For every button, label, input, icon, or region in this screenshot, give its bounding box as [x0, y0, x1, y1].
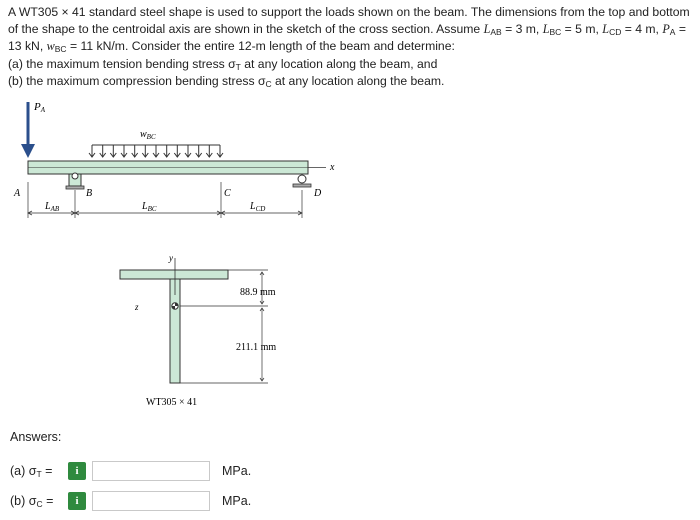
roller-support-icon — [293, 175, 311, 187]
part-a-text: (a) the maximum tension bending stress σT at any location along the beam, and — [8, 56, 438, 72]
answer-row-b — [10, 489, 251, 513]
answer-b-input[interactable] — [92, 491, 210, 511]
centroid-marker — [172, 303, 178, 309]
cross-section-tee — [120, 270, 228, 383]
dim-lab-label: $L_{AB}$ — [45, 201, 60, 213]
problem-statement — [8, 4, 692, 91]
part-b-text: (b) the maximum compression bending stress σC at any location along the beam. — [8, 74, 445, 90]
problem-paragraph: A WT305 × 41 standard steel shape is used to support the loads shown on the beam. The dimensions from the top and bottom of the shape to the centroidal axis are shown in the sketch of the cross section. Assume LAB = 3 m, LBC = 5 m, LCD = 4 m, PA = 13 kN, wBC = 11 kN/m. Consider the entire 12-m length of the beam and determine: — [8, 5, 690, 55]
answer-a-input[interactable] — [92, 461, 210, 481]
beam-figure — [0, 90, 700, 420]
answer-a-unit: MPa. — [222, 464, 252, 478]
top-dimension-label: 88.9 mm — [240, 287, 276, 298]
x-axis-label: x — [330, 162, 335, 173]
point-c-label: C — [224, 188, 231, 199]
answer-row-a — [10, 459, 251, 483]
section-name-label: WT305 × 41 — [146, 397, 198, 408]
info-icon[interactable]: i — [68, 492, 86, 510]
z-axis-label: z — [135, 302, 139, 312]
pin-support-icon — [66, 173, 84, 189]
y-axis-label: y — [169, 253, 173, 263]
load-p-label: PA — [34, 101, 46, 114]
point-load-arrow — [21, 102, 35, 158]
point-d-label: D — [314, 188, 322, 199]
dim-lbc-label: $L_{BC}$ — [142, 201, 157, 213]
answers-title: Answers: — [10, 430, 62, 444]
answer-a-label: (a) σT = — [10, 464, 53, 479]
dim-lcd-label: $L_{CD}$ — [250, 201, 266, 213]
info-icon[interactable]: i — [68, 462, 86, 480]
load-w-label: $w_{BC}$ — [140, 129, 156, 141]
bottom-dimension-label: 211.1 mm — [236, 342, 277, 353]
point-a-label: A — [14, 188, 21, 199]
distributed-load — [89, 145, 223, 157]
answer-b-unit: MPa. — [222, 494, 252, 508]
answer-b-label: (b) σC = — [10, 494, 54, 509]
point-b-label: B — [86, 188, 93, 199]
